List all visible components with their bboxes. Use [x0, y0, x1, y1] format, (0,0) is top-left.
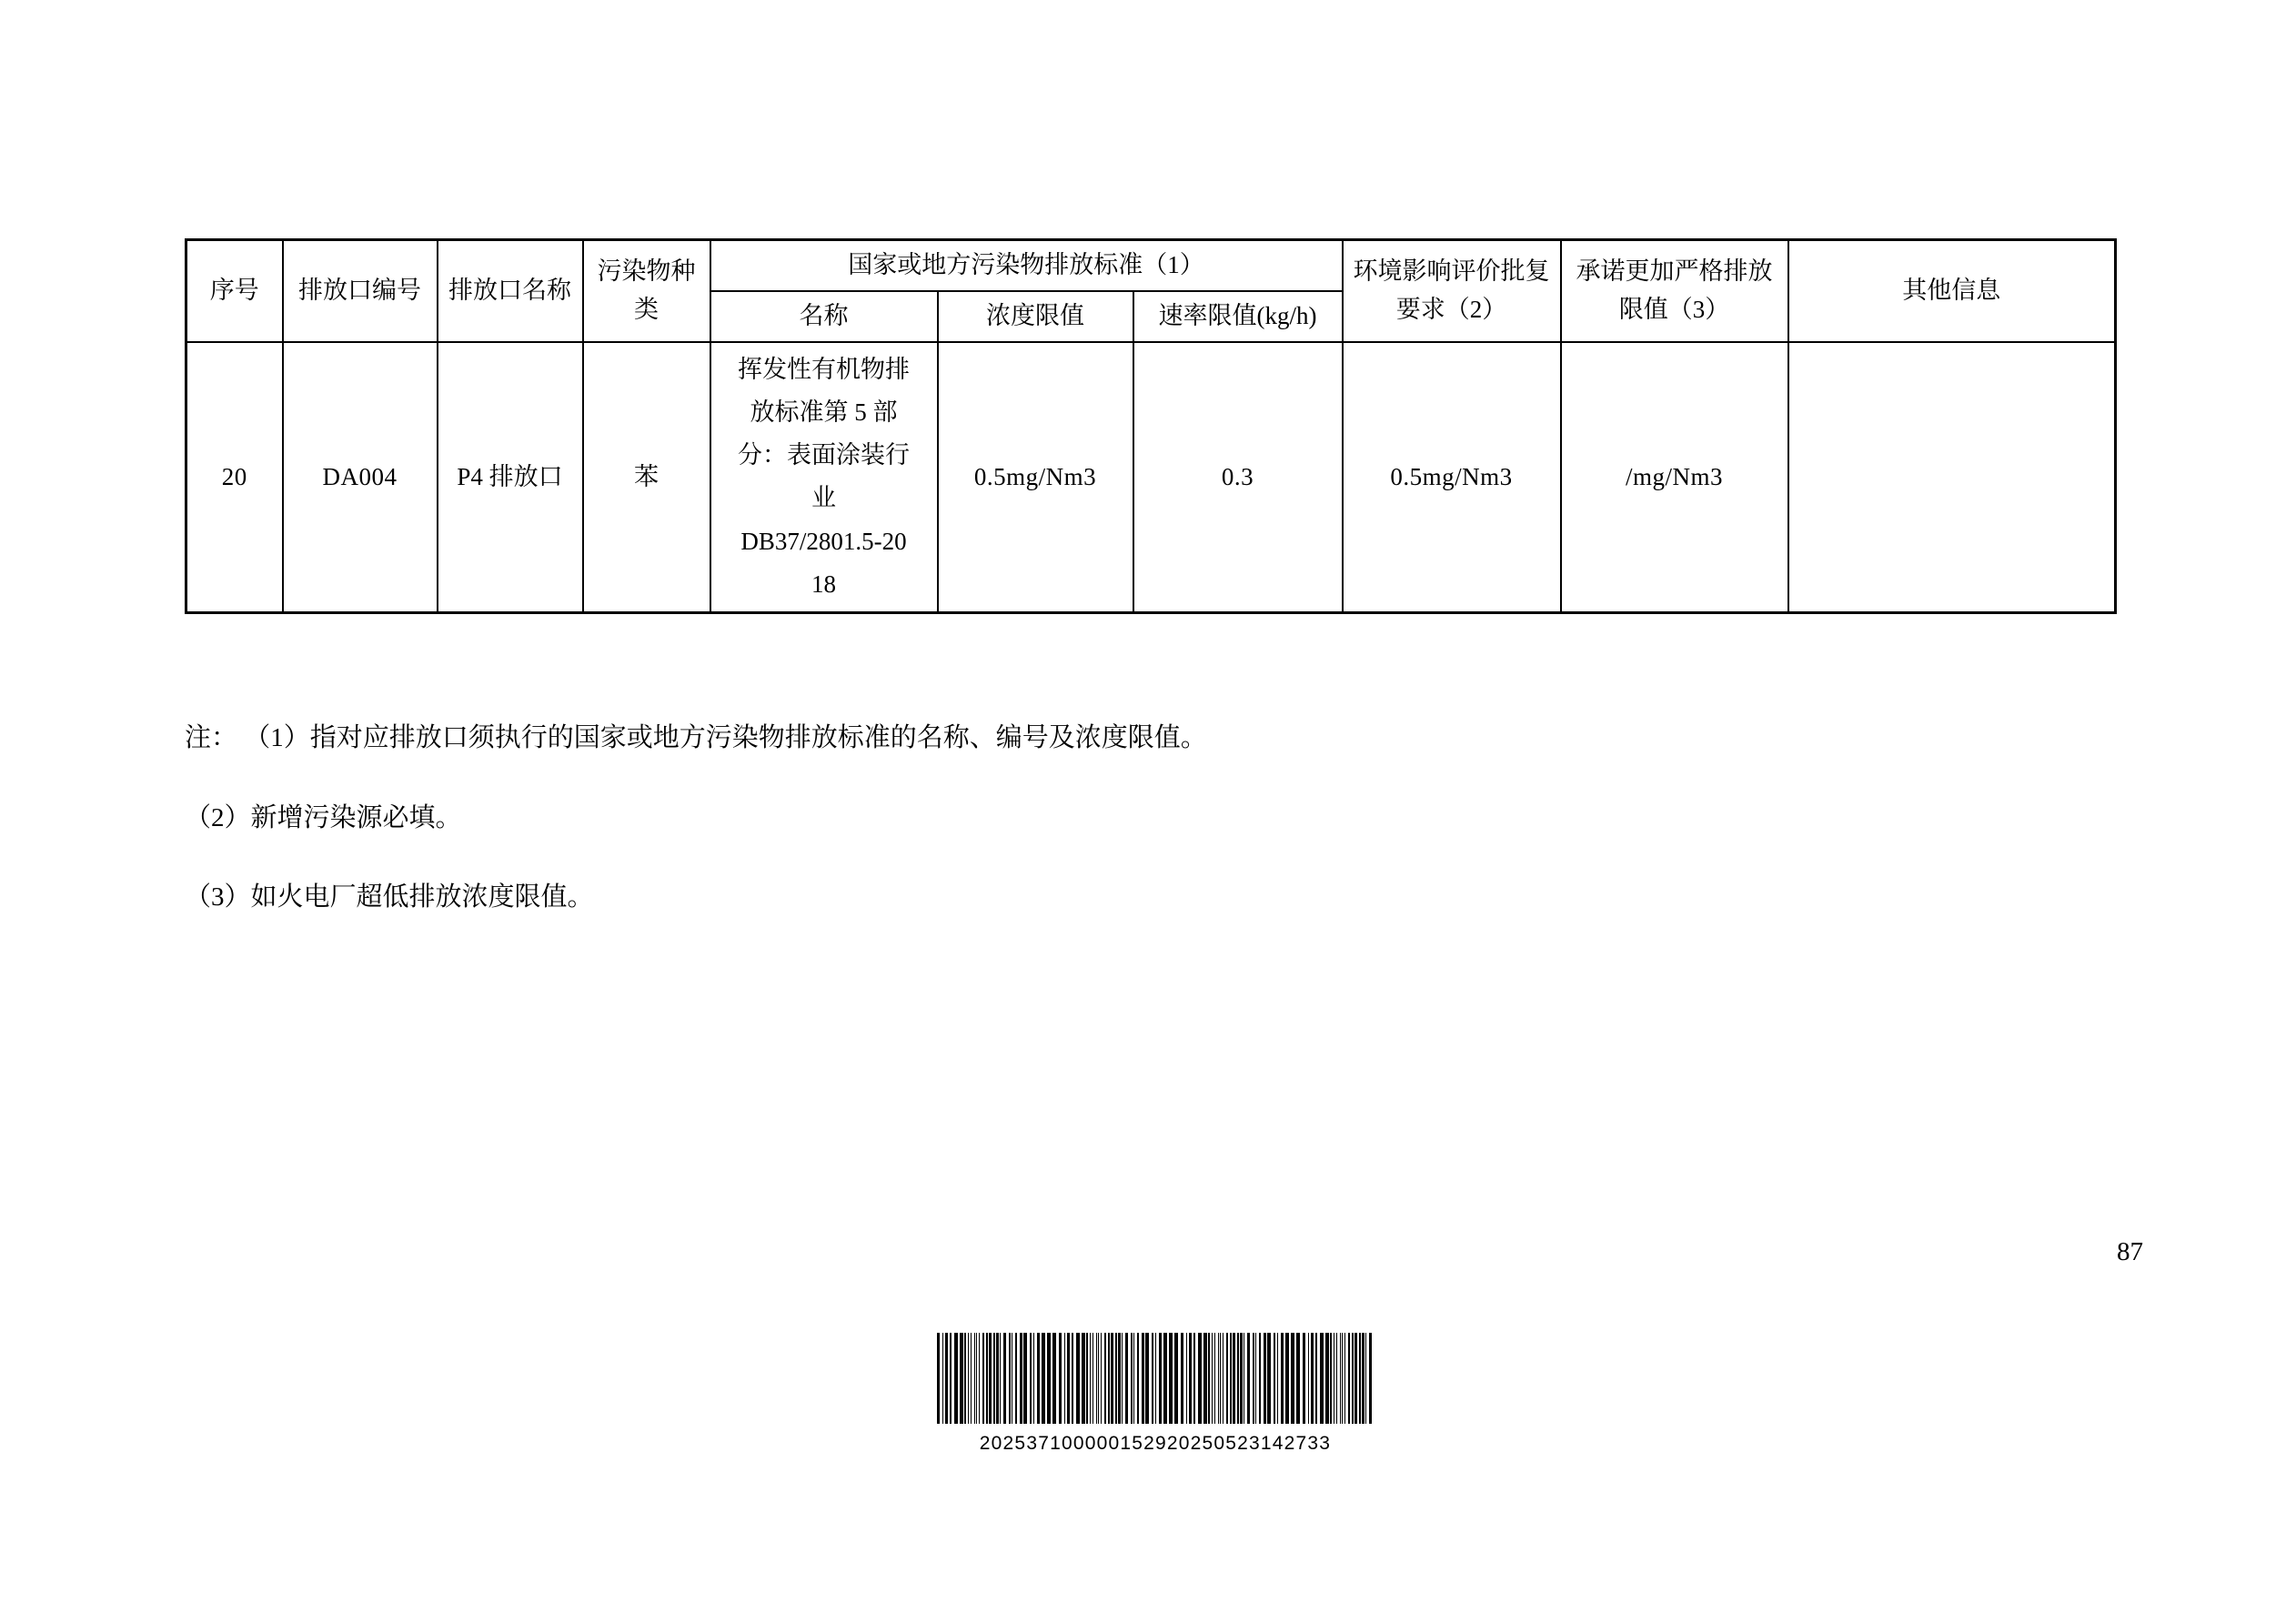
note-item: （2）新增污染源必填。: [185, 802, 462, 832]
standard-name-line: 18: [811, 570, 836, 598]
standard-name-line: DB37/2801.5-20: [740, 527, 907, 555]
cell-outlet-name: P4 排放口: [438, 342, 583, 613]
page-number: 87: [2117, 1237, 2143, 1266]
table-notes: [185, 719, 2049, 918]
header-rate-limit: 速率限值(kg/h): [1133, 291, 1343, 342]
header-seq: 序号: [186, 240, 283, 342]
header-stricter-promise: 承诺更加严格排放限值（3）: [1561, 240, 1788, 342]
header-outlet-code: 排放口编号: [283, 240, 438, 342]
note-item: 注： （1）指对应排放口须执行的国家或地方污染物排放标准的名称、编号及浓度限值。: [185, 723, 1207, 752]
cell-concentration-limit: 0.5mg/Nm3: [938, 342, 1133, 613]
header-outlet-name: 排放口名称: [438, 240, 583, 342]
barcode-number: 202537100000152920250523142733: [979, 1433, 1332, 1454]
standard-name-line: 分：表面涂装行: [738, 441, 910, 469]
cell-rate-limit: 0.3: [1133, 342, 1343, 613]
cell-stricter-promise: /mg/Nm3: [1561, 342, 1788, 613]
emission-table-container: [185, 238, 2115, 614]
emission-standards-table: [185, 238, 2117, 614]
cell-outlet-code: DA004: [283, 342, 438, 613]
barcode-block: [937, 1333, 1374, 1455]
standard-name-line: 业: [811, 484, 836, 512]
cell-pollutant-kind: 苯: [583, 342, 710, 613]
header-concentration-limit: 浓度限值: [938, 291, 1133, 342]
header-pollutant-kind: 污染物种类: [583, 240, 710, 342]
note-item: （3）如火电厂超低排放浓度限值。: [185, 882, 594, 912]
cell-seq: 20: [186, 342, 283, 613]
standard-name-line: 放标准第 5 部: [750, 398, 898, 426]
header-standard-name: 名称: [710, 291, 938, 342]
cell-other-info: [1788, 342, 2116, 613]
header-other-info: 其他信息: [1788, 240, 2116, 342]
standard-name-line: 挥发性有机物排: [738, 355, 910, 383]
header-eia-approval: 环境影响评价批复要求（2）: [1343, 240, 1561, 342]
header-standard-group: 国家或地方污染物排放标准（1）: [710, 240, 1343, 291]
table-header-row-1: [186, 240, 2116, 291]
barcode-image: [937, 1333, 1374, 1424]
table-row: [186, 342, 2116, 613]
cell-eia-approval: 0.5mg/Nm3: [1343, 342, 1561, 613]
cell-standard-name: [710, 342, 938, 613]
